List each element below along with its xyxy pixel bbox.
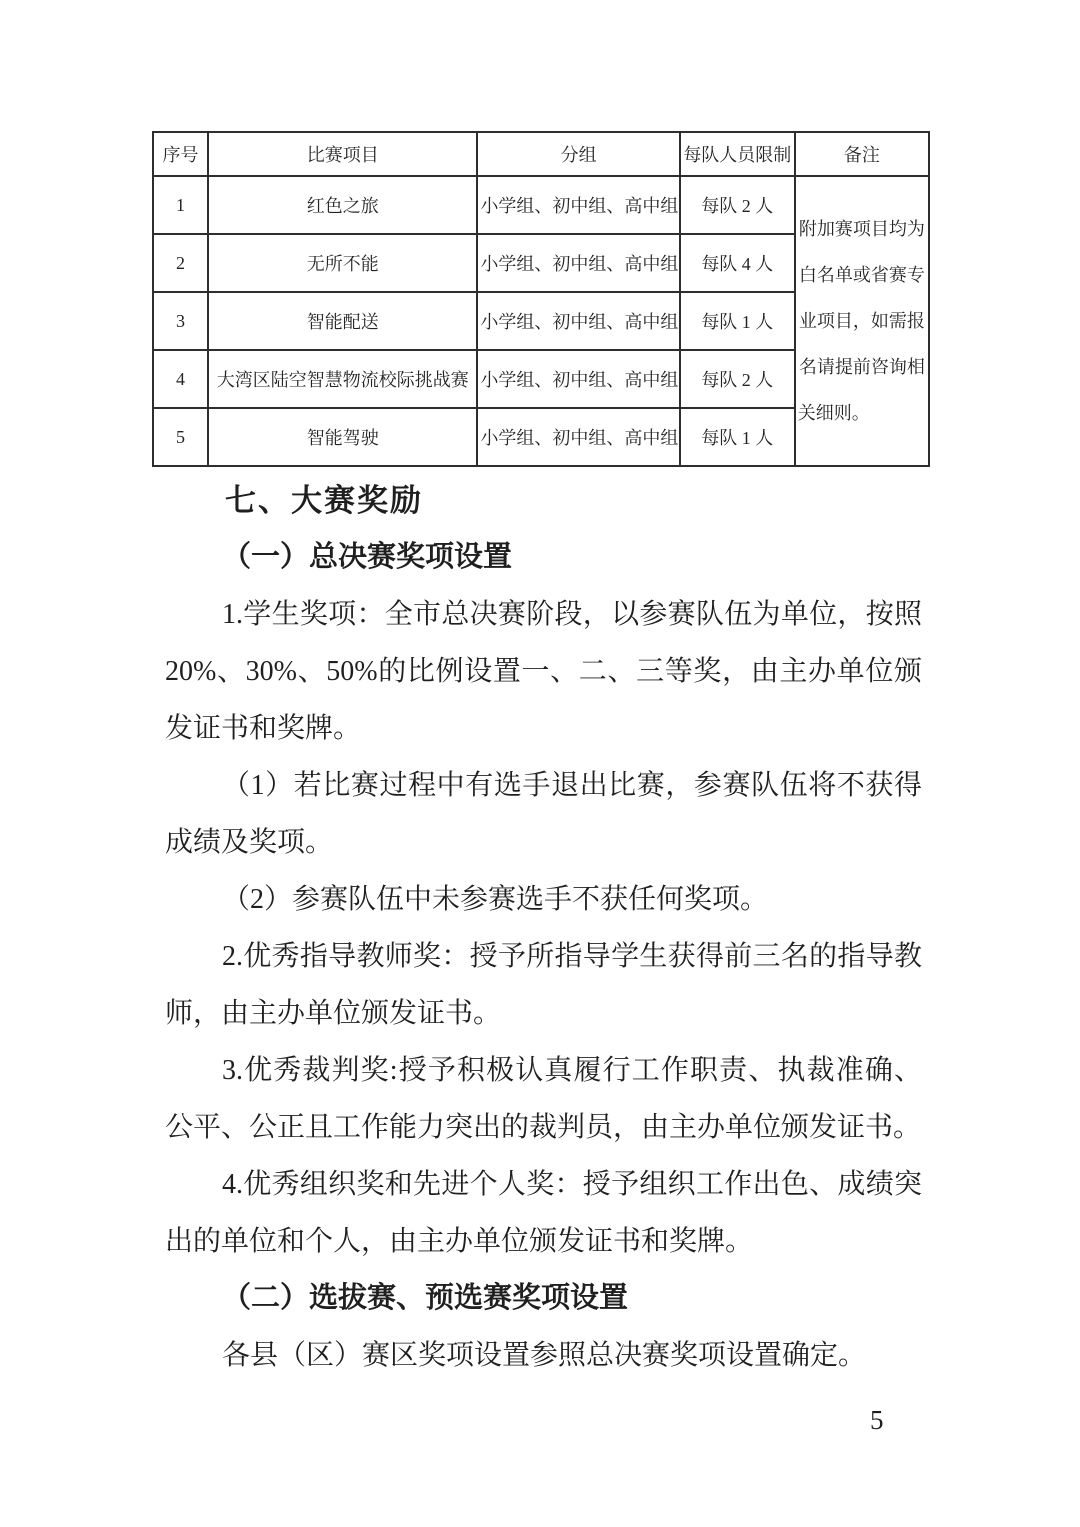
groups-cell: 小学组、初中组、高中组 (477, 292, 680, 350)
table-header-row (153, 132, 929, 176)
event-name-cell: 无所不能 (208, 234, 477, 292)
event-name-cell: 智能配送 (208, 292, 477, 350)
para-organization-award: 4.优秀组织奖和先进个人奖：授予组织工作出色、成绩突出的单位和个人，由主办单位颁发证书和奖牌。 (165, 1169, 922, 1257)
event-name-cell: 红色之旅 (208, 176, 477, 234)
col-header-no: 序号 (153, 132, 208, 176)
team-limit-cell: 每队 1 人 (680, 292, 795, 350)
groups-cell: 小学组、初中组、高中组 (477, 408, 680, 466)
para-student-award: 1.学生奖项：全市总决赛阶段，以参赛队伍为单位，按照 20%、30%、50%的比例设置一、二、三等奖，由主办单位颁发证书和奖牌。 (165, 599, 922, 744)
section-heading: 七、大赛奖励 (225, 483, 423, 518)
event-name-cell: 智能驾驶 (208, 408, 477, 466)
col-header-limit: 每队人员限制 (680, 132, 795, 176)
page-number: 5 (870, 1405, 884, 1435)
table-row (153, 176, 929, 234)
row-index-cell: 4 (153, 350, 208, 408)
row-index-cell: 1 (153, 176, 208, 234)
groups-cell: 小学组、初中组、高中组 (477, 176, 680, 234)
subsection-heading-preliminary: （二）选拔赛、预选赛奖项设置 (222, 1282, 629, 1314)
groups-cell: 小学组、初中组、高中组 (477, 234, 680, 292)
row-index-cell: 3 (153, 292, 208, 350)
remark-cell: 附加赛项目均为白名单或省赛专业项目，如需报名请提前咨询相关细则。 (795, 176, 929, 466)
para-withdraw-note: （1）若比赛过程中有选手退出比赛，参赛队伍将不获得成绩及奖项。 (165, 770, 922, 858)
team-limit-cell: 每队 4 人 (680, 234, 795, 292)
para-absent-note: （2）参赛队伍中未参赛选手不获任何奖项。 (222, 884, 769, 915)
subsection-heading-final: （一）总决赛奖项设置 (222, 541, 513, 573)
groups-cell: 小学组、初中组、高中组 (477, 350, 680, 408)
para-teacher-award: 2.优秀指导教师奖：授予所指导学生获得前三名的指导教师，由主办单位颁发证书。 (165, 941, 922, 1029)
para-referee-award: 3.优秀裁判奖:授予积极认真履行工作职责、执裁准确、公平、公正且工作能力突出的裁判员，由主办单位颁发证书。 (165, 1055, 922, 1143)
team-limit-cell: 每队 2 人 (680, 350, 795, 408)
row-index-cell: 5 (153, 408, 208, 466)
para-regional-awards: 各县（区）赛区奖项设置参照总决赛奖项设置确定。 (222, 1340, 867, 1371)
col-header-remark: 备注 (795, 132, 929, 176)
col-header-groups: 分组 (477, 132, 680, 176)
document-body (165, 472, 922, 1384)
team-limit-cell: 每队 2 人 (680, 176, 795, 234)
col-header-event: 比赛项目 (208, 132, 477, 176)
event-name-cell: 大湾区陆空智慧物流校际挑战赛 (208, 350, 477, 408)
team-limit-cell: 每队 1 人 (680, 408, 795, 466)
events-table (152, 131, 930, 467)
row-index-cell: 2 (153, 234, 208, 292)
